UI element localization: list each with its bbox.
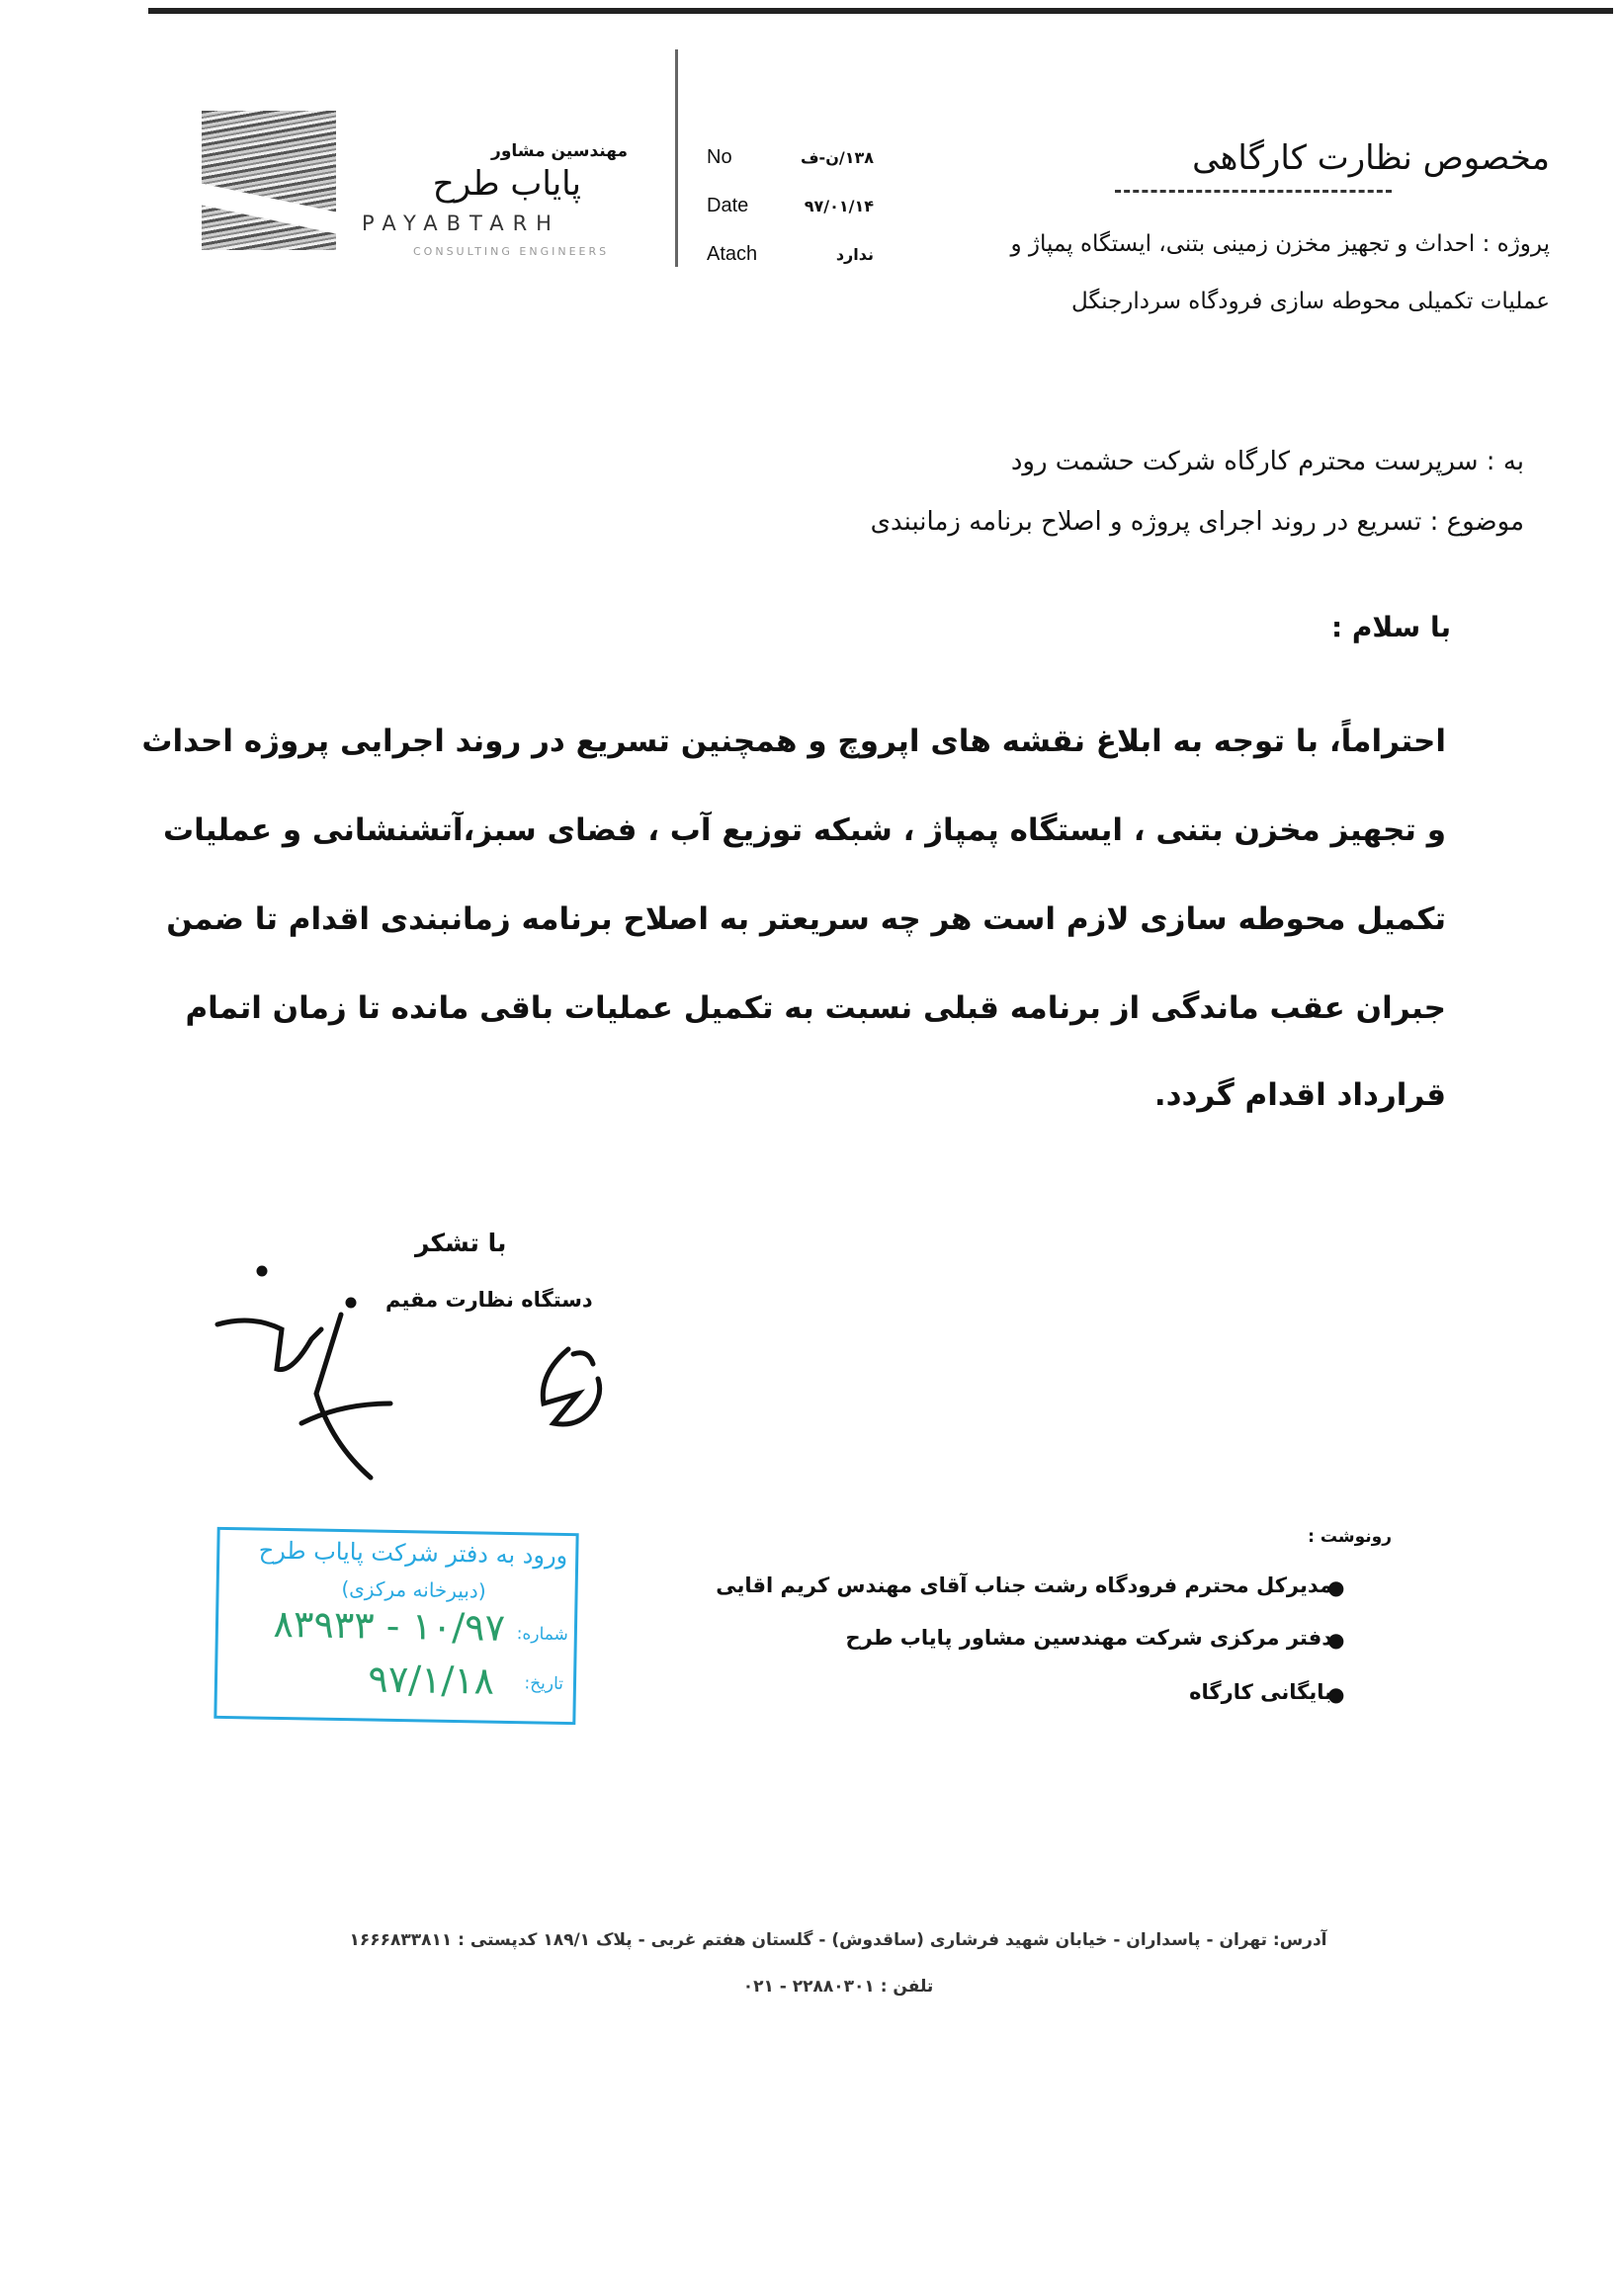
header-underline — [1115, 178, 1392, 193]
no-label: No — [707, 146, 732, 168]
body-line: احتراماً، با توجه به ابلاغ نقشه های اپروچ و همچنین تسریع در روند اجرایی پروژه احداث — [141, 723, 1446, 759]
attach-value: ندارد — [835, 245, 874, 264]
greeting: با سلام : — [1330, 611, 1451, 643]
project-line-1: پروژه : احداث و تجهیز مخزن زمینی بتنی، ایستگاه پمپاژ و — [1010, 231, 1550, 257]
subject: موضوع : تسریع در روند اجرای پروژه و اصلاح برنامه زمانبندی — [870, 507, 1524, 537]
company-type: مهندسین مشاور — [491, 141, 628, 161]
footer-phone: تلفن : ۲۲۸۸۰۳۰۱ - ۰۲۱ — [742, 1977, 934, 1997]
no-value: ۱۳۸/ن-ف — [800, 148, 874, 167]
company-name-fa: پایاب طرح — [432, 164, 581, 204]
body-line: قرارداد اقدام گردد. — [1153, 1077, 1446, 1113]
closing: با تشکر — [415, 1229, 507, 1257]
bullet-icon: ● — [1327, 1575, 1345, 1599]
top-border — [148, 8, 1613, 14]
cc-item: دفتر مرکزی شرکت مهندسین مشاور پایاب طرح — [845, 1626, 1332, 1650]
project-line-2: عملیات تکمیلی محوطه سازی فرودگاه سردارجنگل — [1070, 289, 1550, 314]
cc-item: مدیرکل محترم فرودگاه رشت جناب آقای مهندس کریم اقایی — [716, 1573, 1332, 1597]
cc-item: بایگانی کارگاه — [1189, 1680, 1332, 1704]
company-logo — [202, 111, 336, 250]
header-title: مخصوص نظارت کارگاهی — [1192, 138, 1550, 178]
body-line: و تجهیز مخزن بتنی ، ایستگاه پمپاژ ، شبکه توزیع آب ، فضای سبز،آتشنشانی و عملیات — [162, 812, 1446, 848]
date-value: ۹۷/۰۱/۱۴ — [804, 197, 874, 215]
date-label: Date — [707, 195, 749, 216]
bullet-icon: ● — [1327, 1628, 1345, 1652]
body-line: تکمیل محوطه سازی لازم است هر چه سریعتر به اصلاح برنامه زمانبندی اقدام تا ضمن — [166, 901, 1446, 937]
stamp-number-label: شماره: — [516, 1624, 569, 1646]
signature — [213, 1255, 608, 1483]
company-subtitle: CONSULTING ENGINEERS — [413, 245, 610, 258]
stamp-date: ۹۷/۱/۱۸ — [368, 1657, 495, 1703]
stamp-number: ۱۰/۹۷ - ۸۳۹۳۳ — [273, 1601, 506, 1650]
received-stamp — [213, 1527, 578, 1725]
footer-address: آدرس: تهران - پاسداران - خیابان شهید فرشاری (ساقدوش) - گلستان هفتم غربی - پلاک ۱۸۹/۱ کدپستی : ۱۶۶۶۸۳۳۸۱۱ — [349, 1930, 1327, 1950]
recipient: به : سرپرست محترم کارگاه شرکت حشمت رود — [1010, 447, 1524, 476]
stamp-line-1: ورود به دفتر شرکت پایاب طرح — [258, 1536, 568, 1571]
body-line: جبران عقب ماندگی از برنامه قبلی نسبت به تکمیل عملیات باقی مانده تا زمان اتمام — [185, 990, 1446, 1026]
header-divider — [675, 49, 678, 267]
signer: دستگاه نظارت مقیم — [385, 1288, 593, 1312]
bullet-icon: ● — [1327, 1682, 1345, 1706]
stamp-date-label: تاریخ: — [524, 1673, 564, 1694]
stamp-line-2: (دبیرخانه مرکزی) — [341, 1576, 486, 1603]
company-name-en: PAYABTARH — [362, 212, 560, 235]
attach-label: Atach — [707, 243, 758, 265]
cc-title: رونوشت : — [1308, 1527, 1392, 1547]
